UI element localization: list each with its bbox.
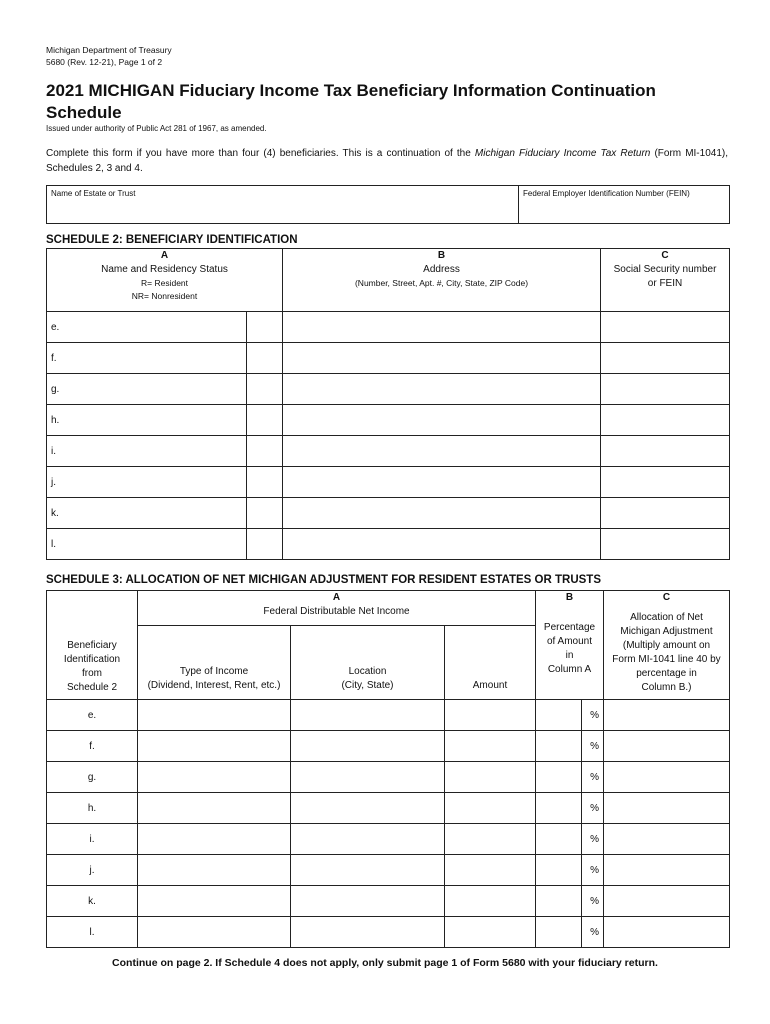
s2-col-a-letter: A (160, 250, 169, 261)
s3-allocation-field[interactable] (604, 700, 730, 731)
s2-residency-field[interactable] (247, 498, 283, 529)
s2-name-field[interactable] (47, 343, 247, 374)
s2-name-field[interactable] (47, 312, 247, 343)
s3-amount-field[interactable] (445, 731, 536, 762)
fein-label: Federal Employer Identification Number (FEIN) (523, 189, 690, 198)
s2-ssn-field[interactable] (601, 498, 730, 529)
form-title: 2021 MICHIGAN Fiduciary Income Tax Beneficiary Information Continuation Schedule (46, 81, 656, 122)
s2-residency-field[interactable] (247, 405, 283, 436)
s2-row (47, 467, 730, 498)
intro-text (46, 146, 728, 176)
s3-location-field[interactable] (291, 917, 445, 948)
s3-location-title: Location (348, 666, 387, 677)
s2-address-field[interactable] (283, 529, 601, 560)
s3-row-label: l. (47, 917, 138, 948)
s3-row-label: h. (47, 793, 138, 824)
s2-col-a-title: Name and Residency Status (101, 264, 228, 275)
s3-row-label: f. (47, 731, 138, 762)
s3-col-b-header (536, 591, 604, 700)
s2-address-field[interactable] (283, 498, 601, 529)
s2-ssn-field[interactable] (601, 374, 730, 405)
s3-percent-sign: % (582, 855, 604, 886)
entity-info-table (46, 185, 730, 224)
s2-address-field[interactable] (283, 312, 601, 343)
s3-row (47, 731, 730, 762)
s2-ssn-field[interactable] (601, 312, 730, 343)
s2-ssn-field[interactable] (601, 529, 730, 560)
s2-ssn-field[interactable] (601, 343, 730, 374)
form-revision: 5680 (Rev. 12-21), Page 1 of 2 (46, 57, 163, 67)
s2-col-b-header (283, 249, 601, 312)
s3-col-b-line4: Column A (547, 664, 592, 675)
s2-residency-field[interactable] (247, 529, 283, 560)
s2-name-field[interactable] (47, 405, 247, 436)
s2-address-field[interactable] (283, 436, 601, 467)
s2-address-field[interactable] (283, 405, 601, 436)
s3-type-title: Type of Income (179, 666, 249, 677)
s2-row (47, 436, 730, 467)
s3-type-header (138, 626, 291, 700)
s3-col-a-title: Federal Distributable Net Income (263, 606, 410, 617)
authority-note: Issued under authority of Public Act 281 of 1967, as amended. (46, 124, 267, 133)
s2-col-c-title2: or FEIN (647, 278, 683, 289)
s3-location-field[interactable] (291, 855, 445, 886)
s3-percent-field[interactable] (536, 793, 582, 824)
s3-percent-sign: % (582, 700, 604, 731)
s3-row (47, 700, 730, 731)
s3-type-field[interactable] (138, 917, 291, 948)
s3-row (47, 855, 730, 886)
s3-location-field[interactable] (291, 793, 445, 824)
s3-allocation-field[interactable] (604, 824, 730, 855)
s3-col-b-line3: in (565, 650, 574, 661)
s2-col-c-letter: C (661, 250, 669, 261)
s3-id-line2: Identification (63, 654, 121, 665)
s2-residency-field[interactable] (247, 343, 283, 374)
s2-name-field[interactable] (47, 498, 247, 529)
fein-field[interactable] (519, 186, 730, 224)
s3-row (47, 886, 730, 917)
s2-col-b-sub: (Number, Street, Apt. #, City, State, ZIP Code) (354, 278, 529, 288)
s3-percent-field[interactable] (536, 731, 582, 762)
s2-residency-field[interactable] (247, 374, 283, 405)
s3-type-field[interactable] (138, 731, 291, 762)
s2-row (47, 374, 730, 405)
s2-row (47, 405, 730, 436)
s3-col-c-line3: (Multiply amount on (622, 640, 711, 651)
s2-row-label: f. (51, 352, 57, 364)
form-header (46, 44, 172, 68)
s3-amount-header (445, 626, 536, 700)
s2-residency-field[interactable] (247, 467, 283, 498)
s2-col-a-resident: R= Resident (141, 278, 189, 288)
s3-location-field[interactable] (291, 886, 445, 917)
s3-col-c-line1: Allocation of Net (630, 612, 703, 623)
s3-id-line1: Beneficiary (67, 640, 117, 651)
s2-ssn-field[interactable] (601, 436, 730, 467)
s3-amount-title: Amount (472, 680, 508, 691)
s3-amount-field[interactable] (445, 855, 536, 886)
s2-col-a-header (47, 249, 283, 312)
s2-name-field[interactable] (47, 374, 247, 405)
s3-col-b-line2: of Amount (546, 636, 593, 647)
s2-col-b-letter: B (437, 250, 446, 261)
s3-percent-sign: % (582, 917, 604, 948)
s3-location-field[interactable] (291, 700, 445, 731)
s2-row-label: g. (51, 383, 60, 395)
s2-address-field[interactable] (283, 343, 601, 374)
s3-id-line4: Schedule 2 (66, 682, 118, 693)
s2-row (47, 312, 730, 343)
schedule3-title: SCHEDULE 3: ALLOCATION OF NET MICHIGAN ADJUSTMENT FOR RESIDENT ESTATES OR TRUSTS (46, 574, 601, 586)
estate-name-field[interactable] (47, 186, 519, 224)
s3-type-sub: (Dividend, Interest, Rent, etc.) (147, 680, 281, 691)
s2-name-field[interactable] (47, 529, 247, 560)
s2-col-c-title1: Social Security number (613, 264, 717, 275)
s3-percent-sign: % (582, 731, 604, 762)
s3-amount-field[interactable] (445, 824, 536, 855)
s3-row (47, 762, 730, 793)
s3-location-field[interactable] (291, 762, 445, 793)
s2-col-a-nonresident: NR= Nonresident (131, 291, 198, 301)
s3-allocation-field[interactable] (604, 917, 730, 948)
s3-percent-field[interactable] (536, 762, 582, 793)
s2-row-label: h. (51, 414, 60, 426)
s3-id-line3: from (82, 668, 102, 679)
s3-col-b-letter: B (565, 592, 574, 603)
s3-row-label: i. (47, 824, 138, 855)
intro-suffix: (Form MI-1041), Schedules 2, 3 and 4. (46, 148, 728, 174)
s2-col-c-header (601, 249, 730, 312)
s3-type-field[interactable] (138, 886, 291, 917)
estate-name-label: Name of Estate or Trust (51, 189, 136, 198)
s3-percent-sign: % (582, 762, 604, 793)
s3-allocation-field[interactable] (604, 886, 730, 917)
s2-row-label: j. (51, 476, 56, 488)
s3-percent-field[interactable] (536, 824, 582, 855)
s2-col-b-title: Address (423, 264, 460, 275)
s3-percent-sign: % (582, 886, 604, 917)
s2-row (47, 343, 730, 374)
s3-allocation-field[interactable] (604, 762, 730, 793)
s3-type-field[interactable] (138, 855, 291, 886)
s3-location-field[interactable] (291, 824, 445, 855)
s2-ssn-field[interactable] (601, 405, 730, 436)
s2-name-field[interactable] (47, 467, 247, 498)
s2-name-field[interactable] (47, 436, 247, 467)
s3-col-c-letter: C (662, 592, 671, 603)
s3-type-field[interactable] (138, 824, 291, 855)
s3-col-c-line6: Column B.) (641, 682, 692, 693)
s3-type-field[interactable] (138, 793, 291, 824)
s3-percent-sign: % (582, 824, 604, 855)
s3-amount-field[interactable] (445, 917, 536, 948)
s3-row (47, 917, 730, 948)
s2-row-label: e. (51, 321, 60, 333)
s3-row-label: e. (47, 700, 138, 731)
s3-row (47, 793, 730, 824)
s3-amount-field[interactable] (445, 886, 536, 917)
s2-row-label: l. (51, 538, 56, 550)
s2-row (47, 529, 730, 560)
s3-percent-field[interactable] (536, 855, 582, 886)
s3-allocation-field[interactable] (604, 793, 730, 824)
s3-row-label: g. (47, 762, 138, 793)
s3-id-header (47, 591, 138, 700)
s3-amount-field[interactable] (445, 700, 536, 731)
intro-prefix: Complete this form if you have more than four (4) beneficiaries. This is a continuation of the (46, 148, 475, 159)
s2-row-label: k. (51, 507, 59, 519)
s3-col-a-header (138, 591, 536, 626)
schedule2-table (46, 248, 730, 560)
s3-row-label: k. (47, 886, 138, 917)
s3-type-field[interactable] (138, 762, 291, 793)
s3-col-c-line4: Form MI-1041 line 40 by (612, 654, 721, 665)
s3-row-label: j. (47, 855, 138, 886)
s2-residency-field[interactable] (247, 312, 283, 343)
s3-amount-field[interactable] (445, 793, 536, 824)
s2-address-field[interactable] (283, 467, 601, 498)
s2-row-label: i. (51, 445, 56, 457)
s3-percent-field[interactable] (536, 700, 582, 731)
s3-allocation-field[interactable] (604, 855, 730, 886)
s3-col-b-line1: Percentage (543, 622, 596, 633)
footer-instruction: Continue on page 2. If Schedule 4 does not apply, only submit page 1 of Form 5680 with your fiduciary return. (112, 957, 658, 969)
s3-row (47, 824, 730, 855)
s3-allocation-field[interactable] (604, 731, 730, 762)
s2-row (47, 498, 730, 529)
s3-col-c-line2: Michigan Adjustment (620, 626, 713, 637)
agency-name: Michigan Department of Treasury (46, 45, 172, 55)
s2-residency-field[interactable] (247, 436, 283, 467)
s3-type-field[interactable] (138, 700, 291, 731)
schedule2-title: SCHEDULE 2: BENEFICIARY IDENTIFICATION (46, 234, 298, 246)
s3-col-a-letter: A (332, 592, 341, 603)
s3-location-header (291, 626, 445, 700)
s3-location-field[interactable] (291, 731, 445, 762)
s3-percent-field[interactable] (536, 917, 582, 948)
s3-col-c-line5: percentage in (636, 668, 697, 679)
intro-form-name: Michigan Fiduciary Income Tax Return (474, 148, 651, 159)
s3-location-sub: (City, State) (341, 680, 394, 691)
schedule3-table (46, 590, 730, 948)
s3-amount-field[interactable] (445, 762, 536, 793)
s3-percent-sign: % (582, 793, 604, 824)
s3-col-c-header (604, 591, 730, 700)
s3-percent-field[interactable] (536, 886, 582, 917)
s2-ssn-field[interactable] (601, 467, 730, 498)
s2-address-field[interactable] (283, 374, 601, 405)
